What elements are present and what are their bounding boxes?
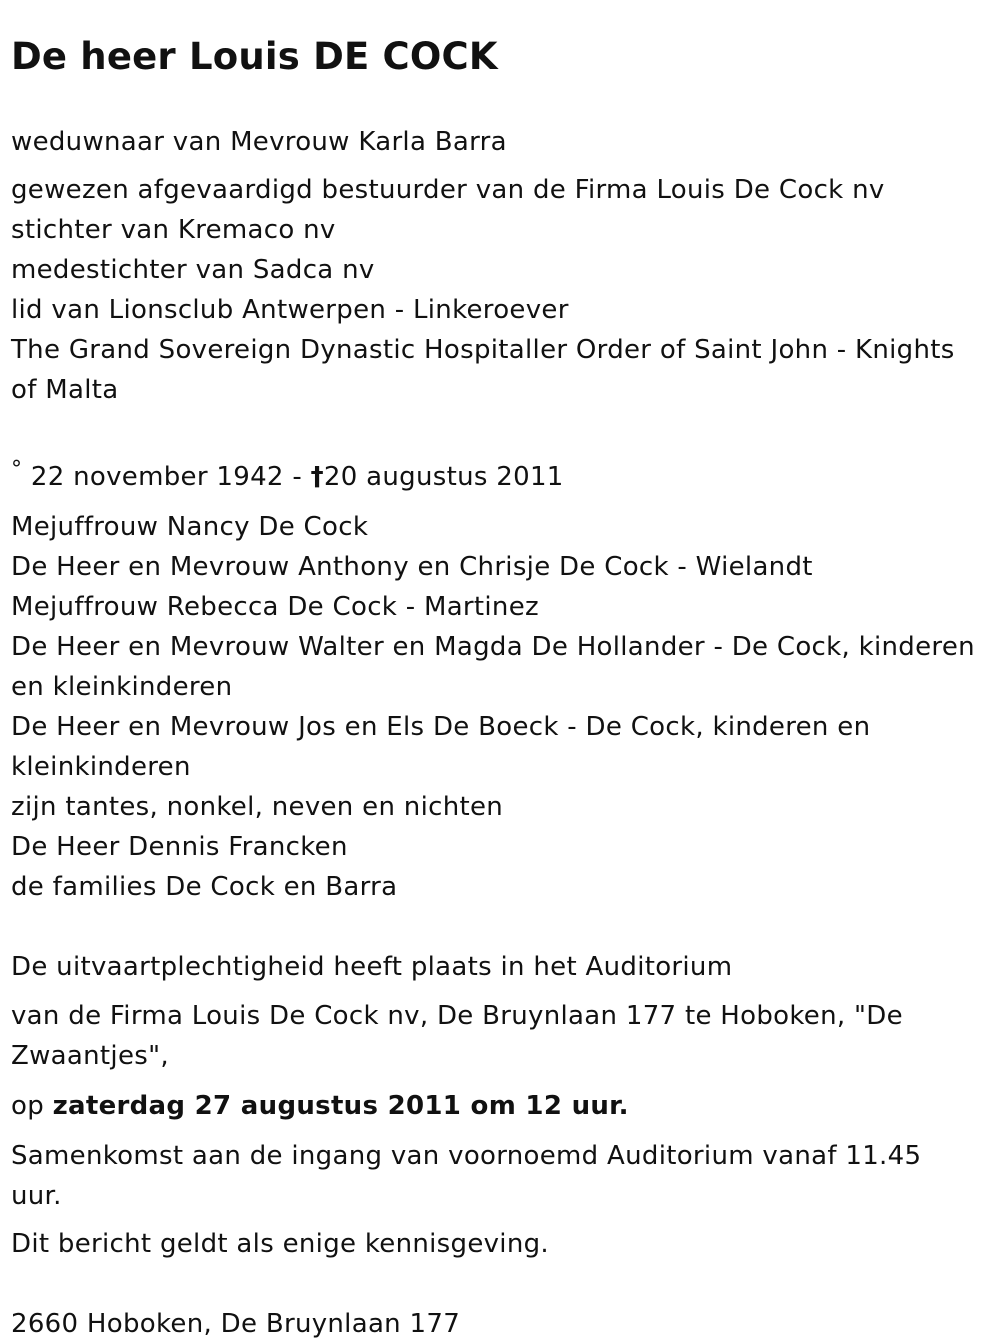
ceremony-date: [11, 1086, 980, 1126]
family-item: Mejuffrouw Nancy De Cock: [11, 511, 369, 542]
date-separator: -: [283, 461, 311, 492]
role-item: The Grand Sovereign Dynastic Hospitaller Order of Saint John - Knights of Malta: [11, 335, 955, 405]
cross-icon: †: [310, 461, 324, 492]
family-item: Mejuffrouw Rebecca De Cock - Martinez: [11, 591, 539, 622]
ceremony-date-value: zaterdag 27 augustus 2011 om 12 uur.: [52, 1090, 629, 1121]
family-item: de families De Cock en Barra: [11, 871, 398, 902]
ceremony-address: van de Firma Louis De Cock nv, De Bruynlaan 177 te Hoboken, "De Zwaantjes",: [11, 1000, 903, 1071]
family-item: zijn tantes, nonkel, neven en nichten: [11, 791, 504, 822]
life-dates: [11, 450, 980, 497]
role-item: stichter van Kremaco nv: [11, 215, 336, 245]
family-item: De Heer Dennis Francken: [11, 831, 348, 862]
family-list: [11, 507, 980, 907]
role-item: medestichter van Sadca nv: [11, 255, 375, 285]
gathering-info: Samenkomst aan de ingang van voornoemd Auditorium vanaf 11.45 uur.: [11, 1140, 922, 1211]
ceremony-location: De uitvaartplechtigheid heeft plaats in het Auditorium: [11, 951, 733, 982]
widower-line: weduwnaar van Mevrouw Karla Barra: [11, 127, 507, 157]
page-title: De heer Louis DE COCK: [11, 35, 498, 78]
role-item: gewezen afgevaardigd bestuurder van de Firma Louis De Cock nv: [11, 175, 885, 205]
role-item: lid van Lionsclub Antwerpen - Linkeroever: [11, 295, 569, 325]
death-date: 20 augustus 2011: [323, 461, 564, 492]
roles-list: [11, 170, 980, 410]
address-line: 2660 Hoboken, De Bruynlaan 177: [11, 1308, 461, 1339]
family-item: De Heer en Mevrouw Jos en Els De Boeck - De Cock, kinderen en kleinkinderen: [11, 711, 871, 782]
family-item: De Heer en Mevrouw Walter en Magda De Hollander - De Cock, kinderen en kleinkinderen: [11, 631, 975, 702]
birth-date: 22 november 1942: [30, 461, 284, 492]
ceremony-date-prefix: op: [11, 1090, 53, 1121]
birth-symbol: °: [11, 457, 23, 482]
notice-text: Dit bericht geldt als enige kennisgeving.: [11, 1228, 549, 1259]
family-item: De Heer en Mevrouw Anthony en Chrisje De Cock - Wielandt: [11, 551, 813, 582]
